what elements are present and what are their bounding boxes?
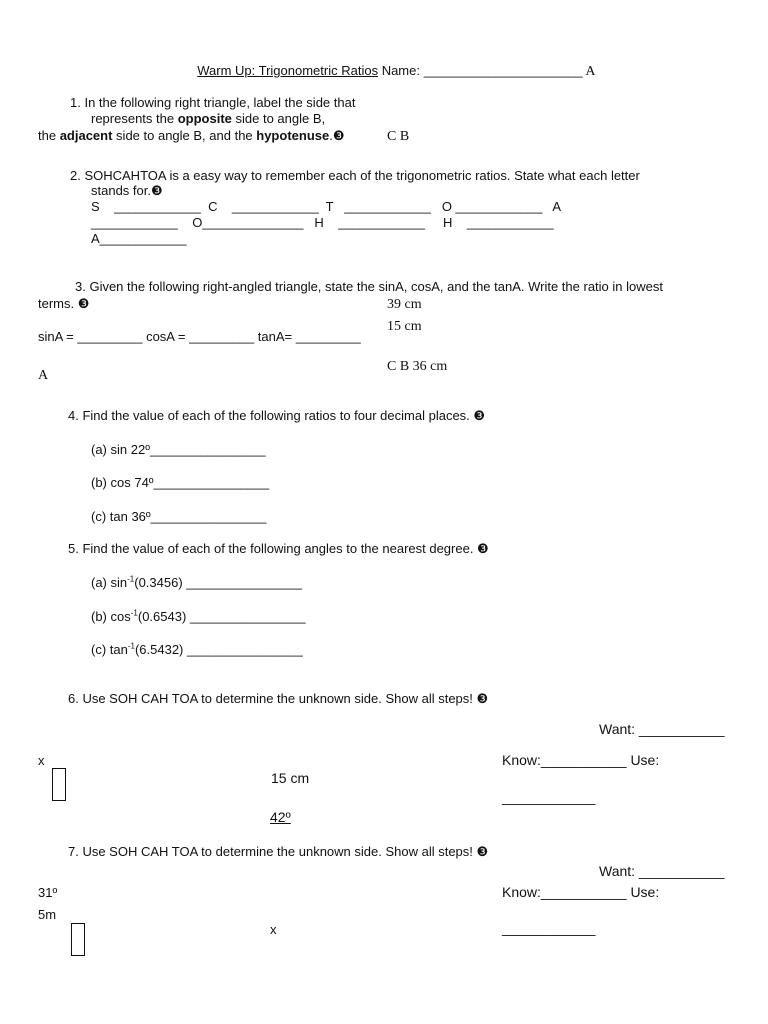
q7-use-blank: ____________ <box>502 920 596 936</box>
q5-a <box>91 575 302 591</box>
q4-b: (b) cos 74º________________ <box>91 475 270 490</box>
q5-a-arg: (0.3456) ________________ <box>134 575 302 590</box>
q6-side-length: 15 cm <box>271 770 310 786</box>
worksheet-title: Warm Up: Trigonometric Ratios <box>197 63 379 78</box>
q2-row2: ____________ O______________ H ____________ H ____________ <box>91 215 554 230</box>
q6-angle-value: 42º <box>270 809 291 825</box>
q6-heading: 6. Use SOH CAH TOA to determine the unknown side. Show all steps! ❸ <box>68 691 489 706</box>
q7-heading: 7. Use SOH CAH TOA to determine the unknown side. Show all steps! ❸ <box>68 844 489 859</box>
q5-b-fn: (b) cos <box>91 609 131 624</box>
q5-heading: 5. Find the value of each of the following angles to the nearest degree. ❸ <box>68 541 489 556</box>
q5-a-exponent: -1 <box>127 574 135 584</box>
q1-vertex-labels: C B <box>387 129 410 144</box>
q5-a-fn: (a) sin <box>91 575 128 590</box>
q7-want: Want: ___________ <box>599 863 725 879</box>
q1-adjacent: adjacent <box>59 128 113 143</box>
q3-side-hyp: 39 cm <box>387 297 422 312</box>
q2-line2: stands for.❸ <box>91 183 163 198</box>
q6-want: Want: ___________ <box>599 721 725 737</box>
q1-marks: .❸ <box>329 128 345 143</box>
q1-line2-pre: represents the <box>91 111 178 126</box>
q5-b <box>91 609 306 625</box>
q1-opposite: opposite <box>177 111 232 126</box>
q3-line1: 3. Given the following right-angled triangle, state the sinA, cosA, and the tanA. Write the ratio in lowest <box>75 279 663 294</box>
q7-know: Know:___________ Use: <box>502 884 660 900</box>
q1-line3-pre: the <box>38 128 60 143</box>
q1-line3-mid: side to angle B, and the <box>112 128 257 143</box>
q6-use-blank: ____________ <box>502 789 596 805</box>
name-blank: ______________________ <box>423 63 583 78</box>
q3-vertex-cb: C B 36 cm <box>387 359 448 374</box>
q6-x-label: x <box>38 753 45 768</box>
q1-line1: 1. In the following right triangle, label the side that <box>70 95 356 110</box>
q5-b-arg: (0.6543) ________________ <box>137 609 306 624</box>
q4-heading: 4. Find the value of each of the following ratios to four decimal places. ❸ <box>68 408 486 423</box>
q7-right-angle-box <box>71 923 85 956</box>
q2-row1: S ____________ C ____________ T ____________ O ____________ A <box>91 199 562 214</box>
version-letter: A <box>582 64 596 79</box>
q5-c <box>91 642 303 658</box>
q3-vertex-a: A <box>38 368 49 383</box>
q4-a: (a) sin 22º________________ <box>91 442 266 457</box>
q5-c-fn: (c) tan <box>91 642 128 657</box>
q4-c: (c) tan 36º________________ <box>91 509 267 524</box>
q3-ratios: sinA = _________ cosA = _________ tanA= _________ <box>38 329 361 344</box>
q6-know: Know:___________ Use: <box>502 752 660 768</box>
q6-right-angle-box <box>52 768 66 801</box>
q3-line2: terms. ❸ <box>38 296 90 311</box>
q2-row3: A____________ <box>91 231 187 246</box>
worksheet-header <box>190 47 596 80</box>
name-label: Name: <box>378 63 424 78</box>
q7-x-label: x <box>270 922 277 937</box>
q1-line3 <box>38 128 345 144</box>
q1-hypotenuse: hypotenuse <box>256 128 330 143</box>
q1-line2-post: side to angle B, <box>231 111 326 126</box>
q5-b-exponent: -1 <box>130 608 138 618</box>
q1-line2 <box>91 111 325 127</box>
q2-line1: 2. SOHCAHTOA is a easy way to remember each of the trigonometric ratios. State what each letter <box>70 168 640 183</box>
q6-angle <box>270 809 291 825</box>
q5-c-exponent: -1 <box>127 641 135 651</box>
q7-angle: 31º <box>38 885 58 900</box>
q3-side-opp: 15 cm <box>387 319 422 334</box>
q7-side-length: 5m <box>38 907 57 922</box>
q5-c-arg: (6.5432) ________________ <box>134 642 303 657</box>
